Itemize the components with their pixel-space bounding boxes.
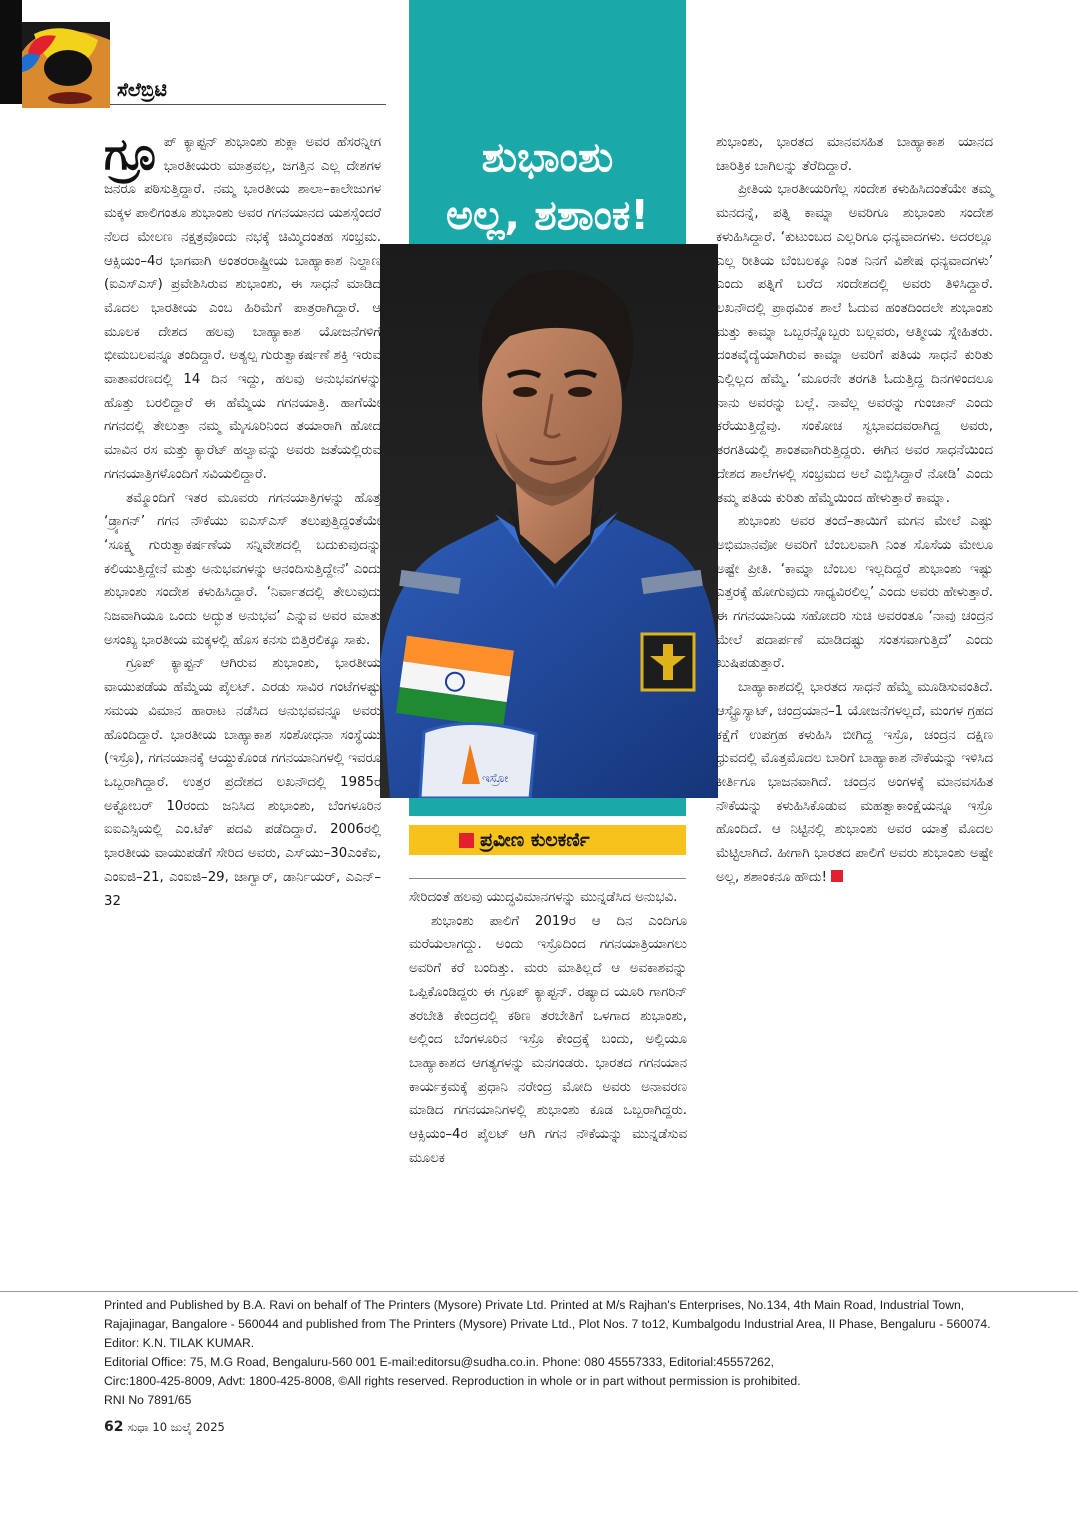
imprint-line: Editorial Office: 75, M.G Road, Bengaluru-560 001 E-mail:editorsu@sudha.co.in. Phone: 080 45557333, Editorial:45557262, — [104, 1355, 775, 1369]
article-paragraph: ಬಾಹ್ಯಾಕಾಶದಲ್ಲಿ ಭಾರತದ ಸಾಧನೆ ಹೆಮ್ಮೆ ಮೂಡಿಸುವಂತಿದೆ. ಆಸ್ಟ್ರೊಸ್ಯಾಟ್, ಚಂದ್ರಯಾನ–1 ಯೋಜನೆಗಳಲ್ಲದೆ, ಮಂಗಳ ಗ್ರಹದ ಕಕ್ಷೆಗೆ ಉಪಗ್ರಹ ಕಳುಹಿಸಿ ಬೀಗಿದ್ದ ಇಸ್ರೊ, ಚಂದ್ರನ ದಕ್ಷಿಣ ಧ್ರುವದಲ್ಲಿ ಮೊತ್ತಮೊದಲ ಬಾರಿಗೆ ಬಾಹ್ಯಾಕಾಶ ನೌಕೆಯನ್ನು ಇಳಿಸಿದ ಕೀರ್ತಿಗೂ ಭಾಜನವಾಗಿದೆ. ಚಂದ್ರನ ಅಂಗಳಕ್ಕೆ ಮಾನವಸಹಿತ ನೌಕೆಯನ್ನು ಕಳುಹಿಸಿಕೊಡುವ ಮಹತ್ವಾಕಾಂಕ್ಷೆಯನ್ನೂ ಇಸ್ರೊ ಹೊಂದಿದೆ. ಆ ನಿಟ್ಟಿನಲ್ಲಿ ಶುಭಾಂಶು ಅವರ ಯಾತ್ರೆ ಮೊದಲ ಮೆಟ್ಟಿಲಾಗಿದೆ. ಹೀಗಾಗಿ ಭಾರತದ ಪಾಲಿಗೆ ಅವರು ಶುಭಾಂಶು ಅಷ್ಟೇ ಅಲ್ಲ, ಶಶಾಂಕನೂ ಹೌದು! — [716, 680, 993, 885]
article-paragraph: ಶುಭಾಂಶು ಅವರ ತಂದೆ–ತಾಯಿಗೆ ಮಗನ ಮೇಲೆ ಎಷ್ಟು ಅಭಿಮಾನವೋ ಅವರಿಗೆ ಬೆಂಬಲವಾಗಿ ನಿಂತ ಸೊಸೆಯ ಮೇಲೂ ಅಷ್ಟೇ ಪ್ರೀತಿ. ‘ಕಾಮ್ನಾ ಬೆಂಬಲ ಇಲ್ಲದಿದ್ದರೆ ಶುಭಾಂಶು ಇಷ್ಟು ಎತ್ತರಕ್ಕೆ ಹೋಗುವುದು ಸಾಧ್ಯವಿರಲಿಲ್ಲ’ ಎಂದು ಅವರು ಹೇಳುತ್ತಾರೆ. ಈ ಗಗನಯಾನಿಯ ಸಹೋದರಿ ಸುಚಿ ಅವರಂತೂ ‘ನಾವು ಚಂದ್ರನ ಮೇಲೆ ಪದಾರ್ಪಣೆ ಮಾಡಿದಷ್ಟು ಸಂತಸವಾಗುತ್ತಿದೆ’ ಎಂದು ಖುಷಿಪಡುತ್ತಾರೆ. — [716, 514, 993, 672]
article-paragraph: ತಮ್ಮೊಂದಿಗೆ ಇತರ ಮೂವರು ಗಗನಯಾತ್ರಿಗಳನ್ನು ಹೊತ್ತ ‘ಡ್ರ್ಯಾಗನ್’ ಗಗನ ನೌಕೆಯು ಐಎಸ್‌ಎಸ್ ತಲುಪುತ್ತಿದ್ದಂತೆಯೇ ‘ಸೂಕ್ಷ್ಮ ಗುರುತ್ವಾಕರ್ಷಣೆಯ ಸನ್ನಿವೇಶದಲ್ಲಿ ಬದುಕುವುದನ್ನು ಕಲಿಯುತ್ತಿದ್ದೇನೆ ಮತ್ತು ಅನುಭವಗಳನ್ನು ಆನಂದಿಸುತ್ತಿದ್ದೇನೆ’ ಎಂದು ಶುಭಾಂಶು ಸಂದೇಶ ಕಳುಹಿಸಿದ್ದಾರೆ. ‘ನಿರ್ವಾತದಲ್ಲಿ ತೇಲುವುದು ನಿಜವಾಗಿಯೂ ಒಂದು ಅದ್ಭುತ ಅನುಭವ’ ಎನ್ನುವ ಅವರ ಮಾತು ಅಸಂಖ್ಯ ಭಾರತೀಯ ಮಕ್ಕಳಲ್ಲಿ ಹೊಸ ಕನಸು ಬಿತ್ತಿರಲಿಕ್ಕೂ ಸಾಕು. — [104, 490, 381, 648]
page-number: 62 — [104, 1419, 124, 1435]
article-column-3 — [716, 131, 993, 890]
isro-patch-text: ಇಸ್ರೋ — [482, 771, 509, 785]
article-paragraph: ಸೇರಿದಂತೆ ಹಲವು ಯುದ್ಧವಿಮಾನಗಳನ್ನು ಮುನ್ನಡೆಸಿದ ಅನುಭವಿ. — [409, 890, 678, 905]
imprint-line: Printed and Published by B.A. Ravi on behalf of The Printers (Mysore) Private Ltd. Printed at M/s Rajhan's Enterprises, No.134, 4th Main Road, Industrial Town, Rajajinagar, Bangalore - 560044 and published from The Printers (Mysore) Private Ltd., Plot Nos. 7 to12, Kumbalgodu Industrial Area, II Phase, Bengaluru - 560074. Editor: K.N. TILAK KUMAR. — [104, 1298, 991, 1350]
article-paragraph: ಗ್ರೂಪ್ ಕ್ಯಾಪ್ಟನ್ ಆಗಿರುವ ಶುಭಾಂಶು, ಭಾರತೀಯ ವಾಯುಪಡೆಯ ಹೆಮ್ಮೆಯ ಪೈಲಟ್. ಎರಡು ಸಾವಿರ ಗಂಟೆಗಳಷ್ಟು ಸಮಯ ವಿಮಾನ ಹಾರಾಟ ನಡೆಸಿದ ಅನುಭವವನ್ನೂ ಅವರು ಹೊಂದಿದ್ದಾರೆ. ಭಾರತೀಯ ಬಾಹ್ಯಾಕಾಶ ಸಂಶೋಧನಾ ಸಂಸ್ಥೆಯು (ಇಸ್ರೊ), ಗಗನಯಾನಕ್ಕೆ ಆಯ್ದುಕೊಂಡ ಗಗನಯಾನಿಗಳಲ್ಲಿ ಇವರೂ ಒಬ್ಬರಾಗಿದ್ದಾರೆ. ಉತ್ತರ ಪ್ರದೇಶದ ಲಖನೌದಲ್ಲಿ 1985ರ ಅಕ್ಟೋಬರ್ 10ರಂದು ಜನಿಸಿದ ಶುಭಾಂಶು, ಬೆಂಗಳೂರಿನ ಐಐಎಸ್ಸಿಯಲ್ಲಿ ಎಂ.ಟೆಕ್ ಪದವಿ ಪಡೆದಿದ್ದಾರೆ. 2006ರಲ್ಲಿ ಭಾರತೀಯ ವಾಯುಪಡೆಗೆ ಸೇರಿದ ಅವರು, ಎಸ್‌ಯು–30ಎಂಕೆಐ, ಎಂಐಜಿ–21, ಎಂಐಜಿ–29, ಜಾಗ್ವಾರ್, ಡಾರ್ನಿಯರ್, ಎಎನ್–32 — [104, 656, 381, 909]
headline-line-1: ಶುಭಾಂಶು — [481, 133, 614, 181]
issue-date: ಸುಧಾ 10 ಜುಲೈ 2025 — [127, 1420, 225, 1434]
article-paragraph: ಗ್ರೂ ಪ್ ಕ್ಯಾಪ್ಟನ್ ಶುಭಾಂಶು ಶುಕ್ಲಾ ಅವರ ಹೆಸರನ್ನೀಗ ಭಾರತೀಯರು ಮಾತ್ರವಲ್ಲ, ಜಗತ್ತಿನ ಎಲ್ಲ ದೇಶಗಳ ಜನರೂ ಪಠಿಸುತ್ತಿದ್ದಾರೆ. ನಮ್ಮ ಭಾರತೀಯ ಶಾಲಾ–ಕಾಲೇಜುಗಳ ಮಕ್ಕಳ ಪಾಲಿಗಂತೂ ಶುಭಾಂಶು ಅವರ ಗಗನಯಾನದ ಯಶಸ್ಸೆಂದರೆ ನೆಲದ ಮೇಲಣ ನಕ್ಷತ್ರವೊಂದು ನಭಕ್ಕೆ ಚಿಮ್ಮಿದಂತಹ ಸಂಭ್ರಮ. ಆಕ್ಸಿಯಂ–4ರ ಭಾಗವಾಗಿ ಅಂತರರಾಷ್ಟ್ರೀಯ ಬಾಹ್ಯಾಕಾಶ ನಿಲ್ದಾಣ (ಐಎಸ್‌ಎಸ್) ಪ್ರವೇಶಿಸಿರುವ ಶುಭಾಂಶು, ಈ ಸಾಧನೆ ಮಾಡಿದ ಮೊದಲ ಭಾರತೀಯ ಎಂಬ ಹಿರಿಮೆಗೆ ಪಾತ್ರರಾಗಿದ್ದಾರೆ. ಆ ಮೂಲಕ ದೇಶದ ಹಲವು ಬಾಹ್ಯಾಕಾಶ ಯೋಜನೆಗಳಿಗೆ ಭೀಮಬಲವನ್ನೂ ತಂದಿದ್ದಾರೆ. ಅತ್ಯಲ್ಪ ಗುರುತ್ವಾಕರ್ಷಣೆ ಶಕ್ತಿ ಇರುವ ವಾತಾವರಣದಲ್ಲಿ 14 ದಿನ ಇದ್ದು, ಹಲವು ಅನುಭವಗಳನ್ನು ಹೊತ್ತು ಬರಲಿದ್ದಾರೆ ಈ ಹೆಮ್ಮೆಯ ಗಗನಯಾತ್ರಿ. ಹಾಗೆಯೇ ಗಗನದಲ್ಲಿ ತೇಲುತ್ತಾ ನಮ್ಮ ಮೈಸೂರಿನಿಂದ ತಯಾರಾಗಿ ಹೋದ ಮಾವಿನ ರಸ ಮತ್ತು ಕ್ಯಾರೆಟ್ ಹಲ್ವಾವನ್ನು ಅವರು ಜತೆಯಲ್ಲಿರುವ ಗಗನಯಾತ್ರಿಗಳೊಂದಿಗೆ ಸವಿಯಲಿದ್ದಾರೆ. — [104, 129, 381, 482]
headline — [409, 128, 686, 244]
end-mark-icon — [831, 870, 843, 882]
section-logo-icon — [22, 22, 110, 108]
section-label: ಸೆಲೆಬ್ರಿಟಿ — [117, 79, 167, 101]
footer-rule — [0, 1291, 1078, 1292]
article-paragraph: ಪ್ರೀತಿಯ ಭಾರತೀಯರಿಗೆಲ್ಲ ಸಂದೇಶ ಕಳುಹಿಸಿದಂತೆಯೇ ತಮ್ಮ ಮನದನ್ನೆ, ಪತ್ನಿ ಕಾಮ್ನಾ ಅವರಿಗೂ ಶುಭಾಂಶು ಸಂದೇಶ ಕಳುಹಿಸಿದ್ದಾರೆ. ‘ಕುಟುಂಬದ ಎಲ್ಲರಿಗೂ ಧನ್ಯವಾದಗಳು. ಅದರಲ್ಲೂ ಎಲ್ಲ ರೀತಿಯ ಬೆಂಬಲಕ್ಕೂ ನಿಂತ ನಿನಗೆ ವಿಶೇಷ ಧನ್ಯವಾದಗಳು’ ಎಂದು ಪತ್ನಿಗೆ ಬರೆದ ಸಂದೇಶದಲ್ಲಿ ಅವರು ತಿಳಿಸಿದ್ದಾರೆ. ಲಖನೌದಲ್ಲಿ ಪ್ರಾಥಮಿಕ ಶಾಲೆ ಓದುವ ಹಂತದಿಂದಲೇ ಶುಭಾಂಶು ಮತ್ತು ಕಾಮ್ನಾ ಒಬ್ಬರನ್ನೊಬ್ಬರು ಬಲ್ಲವರು, ಆತ್ಮೀಯ ಸ್ನೇಹಿತರು. ದಂತವೈದ್ಯೆಯಾಗಿರುವ ಕಾಮ್ನಾ ಅವರಿಗೆ ಪತಿಯ ಸಾಧನೆ ಕುರಿತು ಎಲ್ಲಿಲ್ಲದ ಹೆಮ್ಮೆ. ‘ಮೂರನೇ ತರಗತಿ ಓದುತ್ತಿದ್ದ ದಿನಗಳಿಂದಲೂ ನಾನು ಅವರನ್ನು ಬಲ್ಲೆ. ನಾವೆಲ್ಲ ಅವರನ್ನು ಗುಂಜಾನ್ ಎಂದು ಕರೆಯುತ್ತಿದ್ದೆವು. ಸಂಕೋಚ ಸ್ವಭಾವದವರಾಗಿದ್ದ ಅವರು, ತರಗತಿಯಲ್ಲಿ ಶಾಂತವಾಗಿರುತ್ತಿದ್ದರು. ಈಗಿನ ಅವರ ಸಾಧನೆಯಿಂದ ದೇಶದ ಶಾಲೆಗಳಲ್ಲಿ ಸಂಭ್ರಮದ ಅಲೆ ಎಬ್ಬಿಸಿದ್ದಾರೆ ನೋಡಿ’ ಎಂದು ತಮ್ಮ ಪತಿಯ ಕುರಿತು ಹೆಮ್ಮೆಯಿಂದ ಹೇಳುತ್ತಾರೆ ಕಾಮ್ನಾ. — [716, 182, 993, 506]
folio — [104, 1419, 225, 1435]
imprint-line: Circ:1800-425-8009, Advt: 1800-425-8008, ©All rights reserved. Reproduction in whole or in part without permission is prohibited. — [104, 1374, 801, 1388]
byline — [409, 825, 686, 855]
imprint — [104, 1296, 992, 1410]
article-column-1 — [104, 131, 381, 913]
byline-author: ಪ್ರವೀಣ ಕುಲಕರ್ಣಿ — [480, 829, 590, 851]
article-paragraph: ಶುಭಾಂಶು, ಭಾರತದ ಮಾನವಸಹಿತ ಬಾಹ್ಯಾಕಾಶ ಯಾನದ ಚಾರಿತ್ರಿಕ ಬಾಗಿಲನ್ನು ತೆರೆದಿದ್ದಾರೆ. — [716, 135, 993, 174]
article-paragraph: ಶುಭಾಂಶು ಪಾಲಿಗೆ 2019ರ ಆ ದಿನ ಎಂದಿಗೂ ಮರೆಯಲಾಗದ್ದು. ಅಂದು ಇಸ್ರೊದಿಂದ ಗಗನಯಾತ್ರಿಯಾಗಲು ಅವರಿಗೆ ಕರೆ ಬಂದಿತ್ತು. ಮರು ಮಾತಿಲ್ಲದೆ ಆ ಅವಕಾಶವನ್ನು ಒಪ್ಪಿಕೊಂಡಿದ್ದರು ಈ ಗ್ರೂಪ್ ಕ್ಯಾಪ್ಟನ್. ರಷ್ಯಾದ ಯೂರಿ ಗಾಗರಿನ್ ತರಬೇತಿ ಕೇಂದ್ರದಲ್ಲಿ ಕಠಿಣ ತರಬೇತಿಗೆ ಒಳಗಾದ ಶುಭಾಂಶು, ಅಲ್ಲಿಂದ ಬೆಂಗಳೂರಿನ ಇಸ್ರೊ ಕೇಂದ್ರಕ್ಕೆ ಬಂದು, ಅಲ್ಲಿಯೂ ಬಾಹ್ಯಾಕಾಶದ ಆಗತ್ಯಗಳನ್ನು ಮನಗಂಡರು. ಭಾರತದ ಗಗನಯಾನ ಕಾರ್ಯಕ್ರಮಕ್ಕೆ ಪ್ರಧಾನಿ ನರೇಂದ್ರ ಮೋದಿ ಅವರು ಅನಾವರಣ ಮಾಡಿದ ಗಗನಯಾನಿಗಳಲ್ಲಿ ಶುಭಾಂಶು ಕೂಡ ಒಬ್ಬರಾಗಿದ್ದರು. ಆಕ್ಸಿಯಂ–4ರ ಪೈಲಟ್ ಆಗಿ ಗಗನ ನೌಕೆಯನ್ನು ಮುನ್ನಡೆಸುವ ಮೂಲಕ — [409, 913, 687, 1166]
drop-cap: ಗ್ರೂ — [104, 129, 158, 180]
astronaut-photo — [380, 244, 718, 798]
section-rule — [110, 104, 386, 105]
article-column-2 — [409, 886, 687, 1170]
headline-line-2: ಅಲ್ಲ, ಶಶಾಂಕ! — [445, 191, 650, 239]
imprint-line: RNI No 7891/65 — [104, 1393, 192, 1407]
column-divider — [409, 878, 686, 879]
photo-bottom-strip — [409, 798, 686, 816]
red-square-icon — [459, 833, 474, 848]
logo-black-bar — [0, 0, 22, 104]
